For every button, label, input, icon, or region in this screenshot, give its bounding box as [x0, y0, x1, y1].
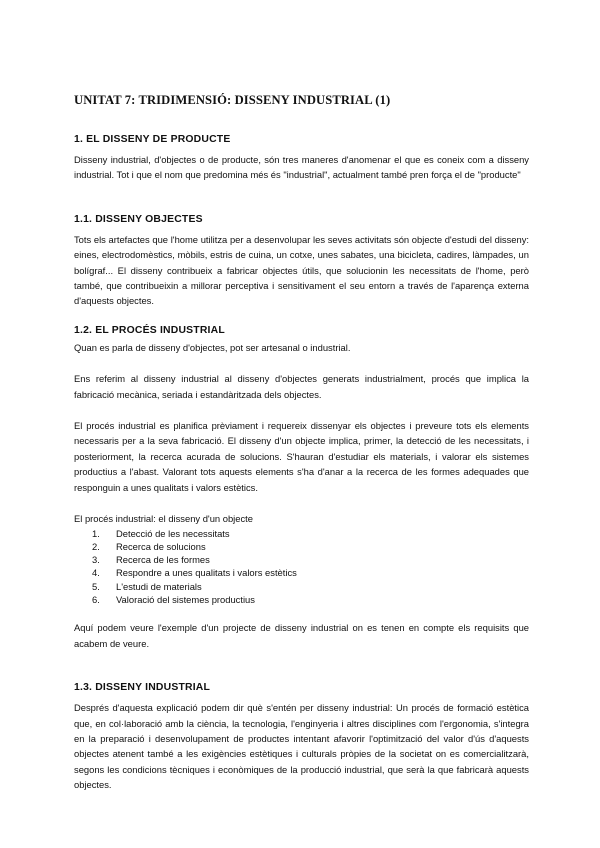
list-intro: El procés industrial: el disseny d'un objecte [74, 513, 253, 525]
section-heading-disseny-industrial: 1.3. DISSENY INDUSTRIAL [74, 682, 211, 694]
paragraph-disseny-de-producte: Disseny industrial, d'objectes o de producte, són tres maneres d'anomenar el que es coneix com a disseny industrial. Tot i que el nom que predomina més és "industrial", actualment també pren força el de "producte" [74, 154, 529, 181]
list-item-text: L'estudi de materials [116, 580, 202, 592]
paragraph-disseny-industrial: Després d'aquesta explicació podem dir què s'entén per disseny industrial: Un procés de formació estètica que, en col·laboració amb la ciència, la tecnologia, l'enginyeria i altres disciplines com l'ergonomia, s'integra en la preparació i desenvolupament de productes intentant afavorir l'optimització del valor d'ús d'aquests objectes atenent també a les exigències estètiques i culturals pròpies de la societat on es comercialitzarà, segons les condicions tècniques i econòmiques de la producció industrial, que serà la que fabricarà aquests objectes. [74, 702, 529, 791]
list-item [92, 540, 529, 553]
list-item [92, 553, 529, 566]
document-page [74, 92, 529, 793]
list-item [92, 593, 529, 606]
paragraph-disseny-objectes: Tots els artefactes que l'home utilitza per a desenvolupar les seves activitats són objecte d'estudi del disseny: eines, electrodomèstics, mòbils, estris de cuina, un cotxe, unes sabates, una bicicleta, cadires, làmpades, un bolígraf... El disseny contribueix a fabricar objectes útils, que solucionin les necessitats de l'home, però també, que contribueixin a millorar perceptiva i sensitivament el seu entorn a través de l'aparença externa d'aquests objectes. [74, 233, 529, 307]
document-title: UNITAT 7: TRIDIMENSIÓ: DISSENY INDUSTRIAL (1) [74, 93, 391, 107]
list-item-number: 6. [92, 593, 100, 605]
list-item-text: Valoració del sistemes productius [116, 593, 255, 605]
list-item [92, 580, 529, 593]
paragraph-planificacio: El procés industrial es planifica prèviament i requereix dissenyar els objectes i preveure tots els elements necessaris per a la seva fabricació. El disseny d'un objecte implica, primer, la detecció de les necessitats, i posteriorment, la recerca acurada de solucions. S'hauran d'estudiar els materials, i valorar els sistemes productius a l'abast. Valorant tots aquests elements s'ha d'anar a la recerca de les formes adequades que responguin a unes qualitats i valors estètics. [74, 420, 529, 493]
paragraph-artesanal-industrial: Quan es parla de disseny d'objectes, pot ser artesanal o industrial. [74, 341, 351, 353]
list-item-number: 2. [92, 540, 100, 552]
paragraph-disseny-industrial-definicio: Ens referim al disseny industrial al disseny d'objectes generats industrialment, procés que implica la fabricació mecànica, seriada i estandàritzada dels objectes. [74, 373, 529, 400]
process-steps-list [74, 527, 529, 607]
list-item [92, 566, 529, 579]
list-item-number: 3. [92, 554, 100, 566]
list-item-number: 5. [92, 580, 100, 592]
section-heading-disseny-objectes: 1.1. DISSENY OBJECTES [74, 213, 203, 225]
section-heading-proces-industrial: 1.2. EL PROCÉS INDUSTRIAL [74, 324, 225, 336]
list-item-text: Respondre a unes qualitats i valors estètics [116, 567, 297, 579]
list-item-number: 1. [92, 527, 100, 539]
list-item-text: Recerca de solucions [116, 540, 206, 552]
list-item-number: 4. [92, 567, 100, 579]
paragraph-exemple-projecte: Aquí podem veure l'exemple d'un projecte de disseny industrial on es tenen en compte els requisits que acabem de veure. [74, 622, 529, 649]
list-item [92, 527, 529, 540]
list-item-text: Recerca de les formes [116, 554, 210, 566]
section-heading-disseny-de-producte: 1. EL DISSENY DE PRODUCTE [74, 134, 231, 145]
list-item-text: Detecció de les necessitats [116, 527, 230, 539]
